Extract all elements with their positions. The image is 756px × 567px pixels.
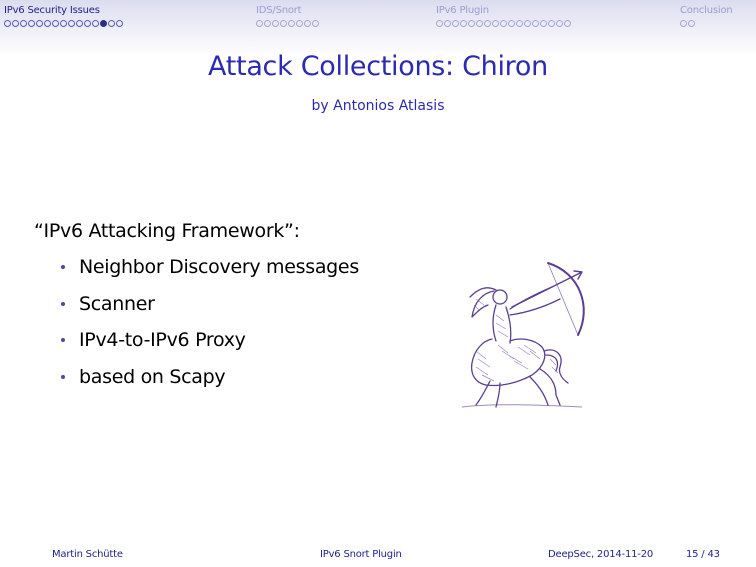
bullet-item xyxy=(61,364,359,401)
bullet-item xyxy=(61,327,359,364)
slide-dot[interactable] xyxy=(564,20,571,27)
slide-dot[interactable] xyxy=(312,20,319,27)
slide-dot[interactable] xyxy=(500,20,507,27)
slide-dot[interactable] xyxy=(556,20,563,27)
slide-dot[interactable] xyxy=(20,20,27,27)
nav-section-title[interactable]: IPv6 Plugin xyxy=(436,5,489,16)
lead-text: “IPv6 Attacking Framework”: xyxy=(34,220,300,242)
bullet-icon xyxy=(61,302,65,306)
nav-section-ipv6-security-issues[interactable] xyxy=(4,5,123,27)
slide-dot[interactable] xyxy=(60,20,67,27)
slide-dot[interactable] xyxy=(548,20,555,27)
nav-slide-dots xyxy=(680,19,733,27)
bullet-item xyxy=(61,254,359,291)
bullet-text: based on Scapy xyxy=(79,365,226,388)
bullet-icon xyxy=(61,375,65,379)
bullet-text: IPv4-to-IPv6 Proxy xyxy=(79,329,246,351)
slide-dot[interactable] xyxy=(508,20,515,27)
bullet-text: Neighbor Discovery messages xyxy=(79,256,359,278)
slide-dot[interactable] xyxy=(468,20,475,27)
slide-dot[interactable] xyxy=(532,20,539,27)
slide-dot[interactable] xyxy=(476,20,483,27)
slide-dot[interactable] xyxy=(460,20,467,27)
slide-dot[interactable] xyxy=(452,20,459,27)
nav-slide-dots xyxy=(256,19,319,27)
slide-dot[interactable] xyxy=(680,20,687,27)
slide-dot[interactable] xyxy=(444,20,451,27)
nav-section-title[interactable]: Conclusion xyxy=(680,5,733,16)
slide-dot[interactable] xyxy=(492,20,499,27)
footer-event: DeepSec, 2014-11-20 xyxy=(548,549,654,560)
slide-dot[interactable] xyxy=(272,20,279,27)
footer-talk-title: IPv6 Snort Plugin xyxy=(320,549,402,560)
current-slide-dot[interactable] xyxy=(100,20,107,27)
slide-dot[interactable] xyxy=(436,20,443,27)
slide-dot[interactable] xyxy=(36,20,43,27)
slide-dot[interactable] xyxy=(540,20,547,27)
bullet-icon xyxy=(61,265,65,269)
footer-page-number: 15 / 43 xyxy=(686,549,720,560)
slide-dot[interactable] xyxy=(688,20,695,27)
frame-title: Attack Collections: Chiron xyxy=(208,51,548,82)
bullet-item xyxy=(61,291,359,328)
slide-dot[interactable] xyxy=(68,20,75,27)
nav-section-title[interactable]: IPv6 Security Issues xyxy=(4,5,100,16)
slide-dot[interactable] xyxy=(524,20,531,27)
slide-dot[interactable] xyxy=(116,20,123,27)
sagittarius-archer-icon xyxy=(452,255,592,410)
slide-dot[interactable] xyxy=(288,20,295,27)
nav-section-ids-snort[interactable] xyxy=(256,5,319,27)
slide-dot[interactable] xyxy=(76,20,83,27)
slide-dot[interactable] xyxy=(44,20,51,27)
slide-dot[interactable] xyxy=(84,20,91,27)
nav-section-title[interactable]: IDS/Snort xyxy=(256,5,302,16)
navigation-bar xyxy=(0,0,756,56)
nav-slide-dots xyxy=(4,19,123,27)
nav-section-ipv6-plugin[interactable] xyxy=(436,5,571,27)
footer-author: Martin Schütte xyxy=(52,549,123,560)
slide-dot[interactable] xyxy=(92,20,99,27)
bullet-icon xyxy=(61,338,65,342)
slide-dot[interactable] xyxy=(12,20,19,27)
slide-dot[interactable] xyxy=(280,20,287,27)
slide-dot[interactable] xyxy=(484,20,491,27)
slide-dot[interactable] xyxy=(108,20,115,27)
slide-dot[interactable] xyxy=(256,20,263,27)
slide-footer xyxy=(0,546,756,564)
frame-subtitle: by Antonios Atlasis xyxy=(311,98,445,114)
nav-slide-dots xyxy=(436,19,571,27)
slide-dot[interactable] xyxy=(304,20,311,27)
slide-dot[interactable] xyxy=(516,20,523,27)
bullet-list xyxy=(61,254,359,400)
slide-content xyxy=(34,218,359,400)
slide-dot[interactable] xyxy=(296,20,303,27)
slide-dot[interactable] xyxy=(28,20,35,27)
nav-section-conclusion[interactable] xyxy=(680,5,733,27)
slide-dot[interactable] xyxy=(52,20,59,27)
bullet-text: Scanner xyxy=(79,292,155,315)
slide-dot[interactable] xyxy=(4,20,11,27)
slide-dot[interactable] xyxy=(264,20,271,27)
